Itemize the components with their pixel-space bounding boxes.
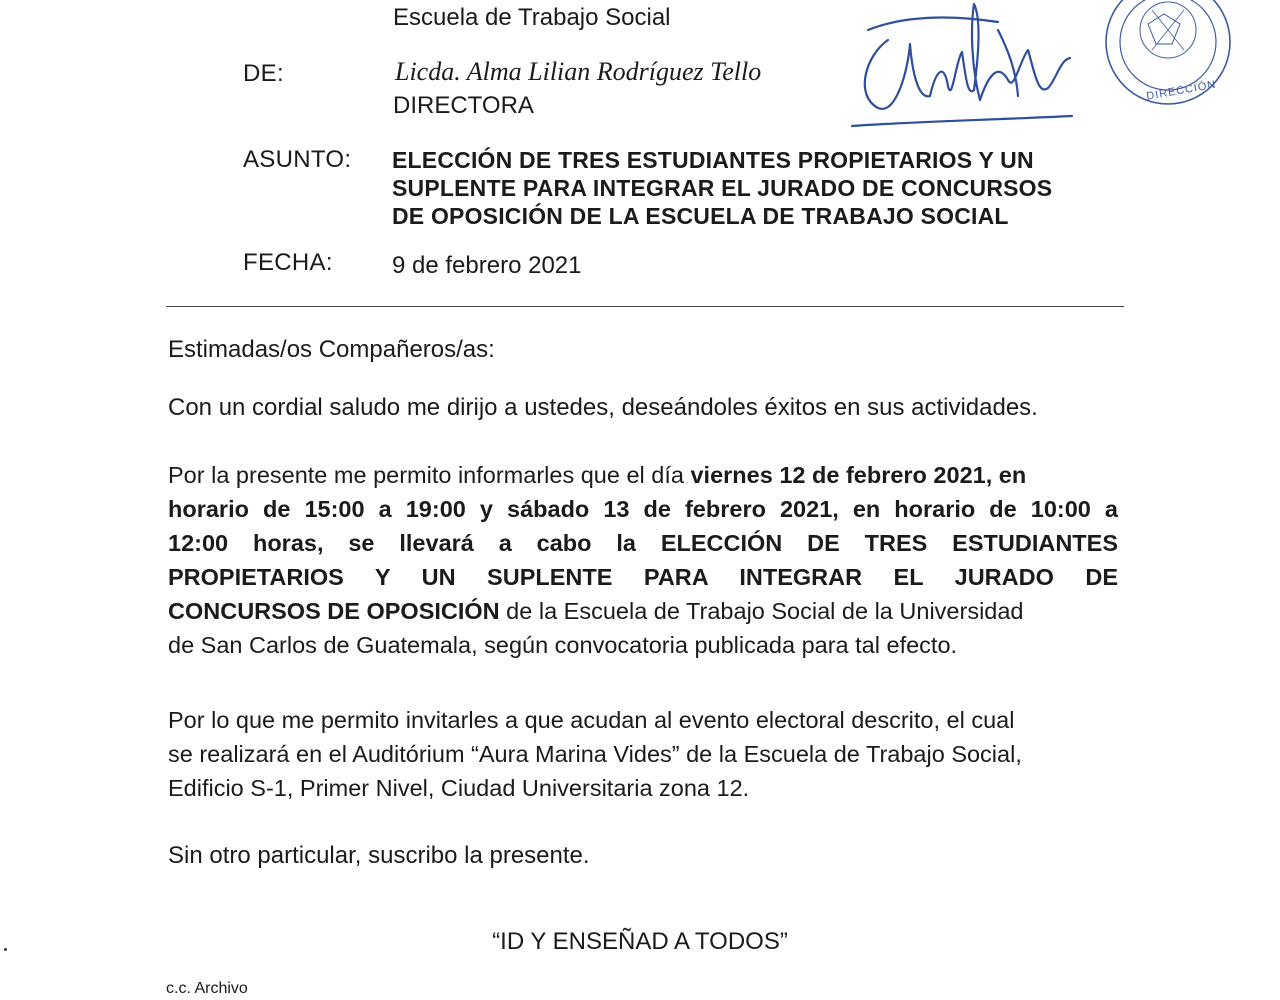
- para1-line-1-bold: viernes 12 de febrero 2021, en: [690, 462, 1027, 488]
- signature-graphic: [848, 0, 1078, 138]
- para1-line-1-text: Por la presente me permito informarles que el día: [168, 462, 691, 488]
- para1-line-6: de San Carlos de Guatemala, según convocatoria publicada para tal efecto.: [168, 632, 958, 658]
- memo-date: 9 de febrero 2021: [392, 252, 582, 279]
- recipient-line: Escuela de Trabajo Social: [393, 4, 671, 31]
- motto: “ID Y ENSEÑAD A TODOS”: [492, 928, 788, 955]
- asunto-label: ASUNTO:: [243, 146, 352, 173]
- opening-line: Con un cordial saludo me dirijo a ustedes, deseándoles éxitos en sus actividades.: [168, 394, 1038, 421]
- para2-line-2: se realizará en el Auditórium “Aura Marina Vides” de la Escuela de Trabajo Social,: [168, 741, 1022, 767]
- para1-line-5-bold: CONCURSOS DE OPOSICIÓN: [168, 598, 500, 624]
- para1-line-1: [168, 458, 1118, 492]
- subject-block: [392, 146, 1052, 230]
- closing-line: Sin otro particular, suscribo la presente.: [168, 842, 590, 869]
- para1-line-3: 12:00 horas, se llevará a cabo la ELECCIÓN DE TRES ESTUDIANTES: [168, 530, 1118, 556]
- institution-seal: [1072, 0, 1238, 120]
- subject-line-3: DE OPOSICIÓN DE LA ESCUELA DE TRABAJO SOCIAL: [392, 203, 1009, 229]
- paragraph-invitation: [168, 703, 1118, 805]
- sender-title: DIRECTORA: [393, 92, 534, 119]
- header-divider: [166, 306, 1124, 307]
- seal-dept-label: DIRECCIÓN: [1145, 78, 1218, 103]
- para1-line-2: horario de 15:00 a 19:00 y sábado 13 de febrero 2021, en horario de 10:00 a: [168, 496, 1118, 522]
- para1-line-4: PROPIETARIOS Y UN SUPLENTE PARA INTEGRAR EL JURADO DE: [168, 564, 1118, 590]
- subject-line-2: SUPLENTE PARA INTEGRAR EL JURADO DE CONCURSOS: [392, 175, 1053, 201]
- para1-line-5-text: de la Escuela de Trabajo Social de la Universidad: [499, 598, 1024, 624]
- paragraph-announcement: [168, 458, 1118, 662]
- scan-speck: [4, 948, 7, 951]
- greeting: Estimadas/os Compañeros/as:: [168, 336, 495, 363]
- cc-line: c.c. Archivo: [166, 980, 248, 997]
- sender-name: Licda. Alma Lilian Rodríguez Tello: [395, 57, 762, 86]
- para2-line-1: Por lo que me permito invitarles a que acudan al evento electoral descrito, el cual: [168, 707, 1015, 733]
- para1-line-5: [168, 594, 1118, 628]
- de-label: DE:: [243, 60, 284, 87]
- subject-line-1: ELECCIÓN DE TRES ESTUDIANTES PROPIETARIOS Y UN: [392, 147, 1034, 173]
- fecha-label: FECHA:: [243, 249, 333, 276]
- para2-line-3: Edificio S-1, Primer Nivel, Ciudad Universitaria zona 12.: [168, 775, 750, 801]
